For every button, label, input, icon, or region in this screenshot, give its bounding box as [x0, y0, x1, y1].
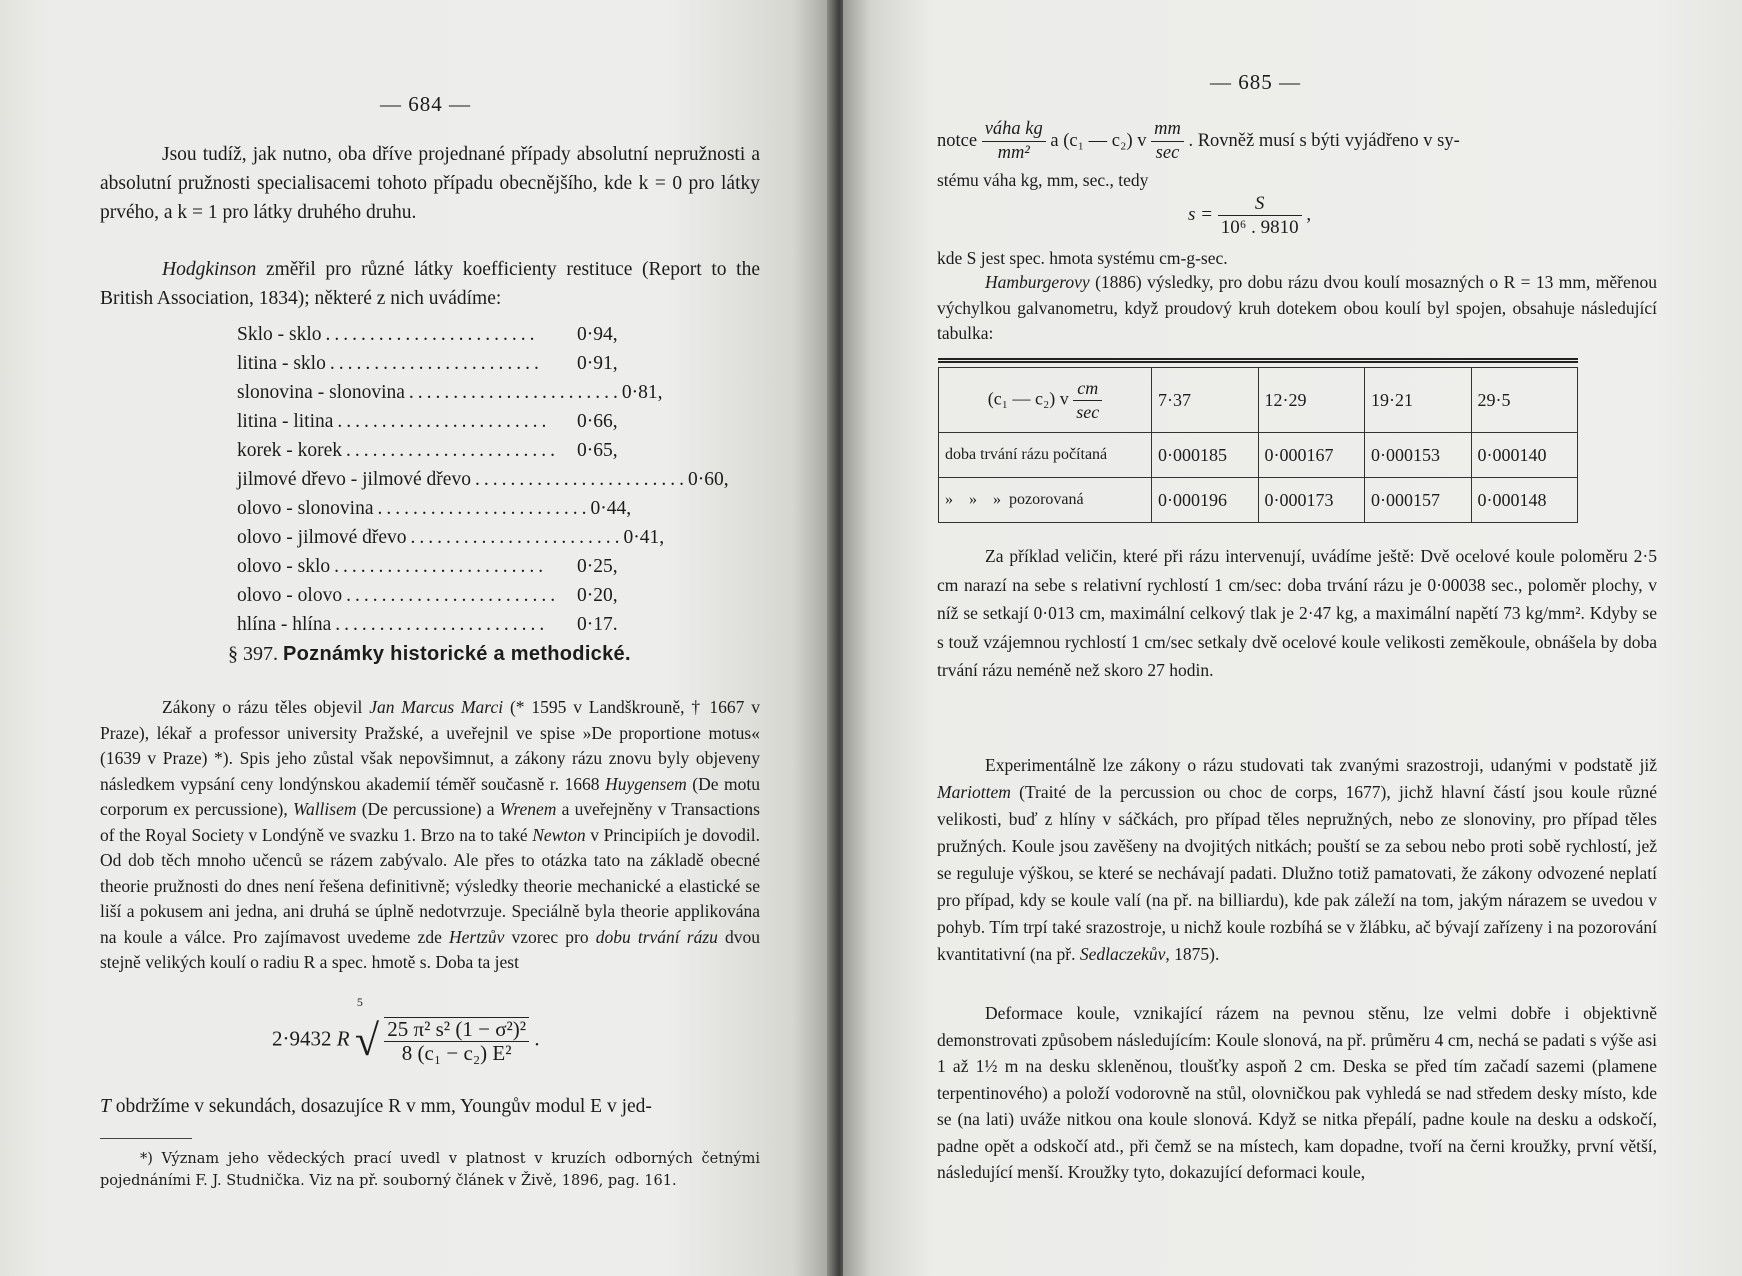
- table-header-cell: [939, 368, 1152, 433]
- material-pair: olovo - slonovina: [237, 498, 374, 519]
- data-table: [938, 367, 1578, 523]
- coefficient-row: [237, 407, 637, 436]
- author-name: Jan Marcus Marci: [369, 697, 504, 717]
- leader-dots: ........................: [329, 353, 543, 374]
- paragraph: [937, 752, 1657, 968]
- coefficient-value: 0·66,: [577, 411, 618, 432]
- text: a uveřejněny v Transactions of the Royal Society v Londýně ve svazku 1. Brzo na to také: [100, 799, 760, 845]
- formula-denominator: 8 (c₁ − c₂) E²: [401, 1040, 512, 1065]
- denominator: 10⁶ . 9810: [1220, 217, 1299, 238]
- table-cell: 0·000167: [1258, 433, 1365, 478]
- symbol: T: [100, 1096, 111, 1117]
- formula-coefficient: 2·9432: [272, 1026, 332, 1051]
- table-cell: 19·21: [1365, 368, 1472, 433]
- leader-dots: ........................: [377, 498, 591, 519]
- coefficient-value: 0·60,: [687, 469, 729, 490]
- fraction: [982, 118, 1046, 165]
- leader-dots: ........................: [337, 411, 551, 432]
- table-row: [939, 433, 1578, 478]
- numerator: S: [1218, 192, 1302, 216]
- impact-duration-table: [938, 358, 1578, 523]
- numerator: cm: [1073, 377, 1102, 401]
- page-number: — 685 —: [1210, 70, 1301, 94]
- text: dvou stejně velikých koulí o radiu R a spec. hmotě s. Doba ta jest: [100, 926, 761, 972]
- paragraph: [100, 255, 760, 313]
- leader-dots: ........................: [474, 469, 688, 490]
- right-page: [843, 0, 1742, 1276]
- mass-equation: [1188, 192, 1311, 239]
- text: v Principiích je dovodil. Od dob těch mnoho učenců se rázem zabývalo. Ale přes to otázka tato na základě obecné theorie pružnosti do dnes není řešena definitivně; výsledky theorie mechanické a elastické se liší a pokusem ani jedna, ani druhá se úplně nedotvrzuje. Speciálně byla theorie applikována na koule a válce. Pro zajímavost uvedeme zde: [100, 824, 760, 947]
- paragraph: [937, 270, 1657, 347]
- material-pair: jilmové dřevo - jilmové dřevo: [237, 469, 471, 490]
- emphasis: dobu trvání rázu: [595, 926, 718, 947]
- coefficient-row: [237, 610, 637, 639]
- leader-dots: ........................: [346, 440, 560, 461]
- paragraph: Za příklad veličin, které při rázu intervenují, uvádíme ještě: Dvě ocelové koule poloměru 2·5 cm narazí na sebe s relativní rychlostí 1 cm/sec: doba trvání rázu je 0·00038 sec., poloměr plochy, v níž se setkají 0·013 cm, maximální celkový tlak je 2·47 kg, a maximální napětí 73 kg/mm². Kdyby se s touž vzájemnou rychlostí 1 cm/sec setkaly dvě ocelové koule velikosti zeměkoule, obnášela by doba trvání rázu neméně než skoro 27 hodin.: [937, 546, 1657, 680]
- text: Experimentálně lze zákony o rázu studovati tak zvanými srazostroji, udanými v podstatě již: [985, 755, 1657, 775]
- paragraph-text: změřil pro různé látky koefficienty restituce (Report to the British Association, 1834); některé z nich uvádíme:: [100, 259, 760, 309]
- material-pair: korek - korek: [237, 440, 343, 461]
- footnote-rule: [100, 1138, 192, 1139]
- coefficient-row: [237, 378, 663, 407]
- text: (1886) výsledky, pro dobu rázu dvou koulí mosazných o R = 13 mm, měřenou výchylkou galvanometru, když proudový kruh dotekem obou koulí byl spojen, obsahuje následující tabulka:: [937, 272, 1658, 343]
- equation-end: ,: [1306, 203, 1312, 225]
- section-title: Poznámky historické a methodické.: [283, 643, 631, 665]
- coefficient-row: [237, 494, 637, 523]
- paragraph: Jsou tudíž, jak nutno, oba dříve projednané případy absolutní nepružnosti a absolutní pružnosti specialisacemi tohoto případu obecnějšího, kde k = 0 pro látky prvého, a k = 1 pro látky druhého druhu.: [100, 144, 760, 223]
- coefficient-value: 0·91,: [577, 353, 618, 374]
- coefficient-row: [237, 436, 637, 465]
- coefficient-row: [237, 581, 637, 610]
- table-cell: 0·000157: [1365, 478, 1472, 523]
- coefficient-value: 0·41,: [623, 527, 665, 548]
- numerator: mm: [1151, 118, 1184, 142]
- material-pair: olovo - jilmové dřevo: [237, 527, 407, 548]
- footnote: *) Význam jeho vědeckých prací uvedl v platnost v kruzích odborných četnými pojednáními F. J. Studnička. Viz na př. souborný článek v Živě, 1896, pag. 161.: [100, 1151, 760, 1189]
- material-pair: Sklo - sklo: [237, 324, 322, 345]
- numerator: váha kg: [982, 118, 1046, 142]
- paragraph: [100, 695, 760, 976]
- table-cell: 0·000148: [1471, 478, 1578, 523]
- table-row-label: doba trvání rázu počítaná: [939, 433, 1152, 478]
- material-pair: slonovina - slonovina: [237, 382, 405, 403]
- text: Zákony o rázu těles objevil: [162, 697, 363, 717]
- table-cell: 29·5: [1471, 368, 1578, 433]
- coefficient-value: 0·25,: [577, 556, 618, 577]
- table-cell: 7·37: [1152, 368, 1259, 433]
- coefficient-value: 0·65,: [577, 440, 618, 461]
- formula-end: .: [534, 1026, 540, 1051]
- section-heading: [228, 643, 631, 666]
- fraction: [1073, 377, 1102, 424]
- radical-sign: √: [354, 1016, 379, 1065]
- fraction: [1218, 192, 1302, 239]
- left-page: [0, 0, 835, 1276]
- leader-dots: ........................: [410, 527, 624, 548]
- author-name: Hertzův: [448, 926, 505, 947]
- coefficient-value: 0·94,: [577, 324, 618, 345]
- table-row: [939, 478, 1578, 523]
- radicand: [384, 1017, 529, 1065]
- coefficient-value: 0·81,: [621, 382, 663, 403]
- text: notce: [937, 130, 978, 151]
- fraction: [1151, 118, 1184, 165]
- author-name: Wrenem: [499, 799, 557, 819]
- coefficient-value: 0·44,: [590, 498, 632, 519]
- author-name: Huygensem: [605, 773, 687, 794]
- leader-dots: ........................: [346, 585, 560, 606]
- material-pair: litina - sklo: [237, 353, 326, 374]
- paragraph: stému váha kg, mm, sec., tedy: [937, 170, 1149, 190]
- text: , 1875).: [1165, 944, 1220, 964]
- coefficient-row: [237, 465, 729, 494]
- material-pair: litina - litina: [237, 411, 334, 432]
- coefficient-value: 0·20,: [577, 585, 618, 606]
- text: vzorec pro: [511, 926, 589, 947]
- denominator: sec: [1076, 401, 1100, 422]
- table-cell: 12·29: [1258, 368, 1365, 433]
- denominator: mm²: [997, 143, 1030, 163]
- root-index: 5: [356, 995, 363, 1009]
- page-number: — 684 —: [380, 92, 471, 116]
- fifth-root: [354, 995, 529, 1066]
- unit-line: [937, 118, 1657, 165]
- author-name: Sedlaczekův: [1079, 944, 1166, 964]
- table-cell: 0·000196: [1152, 478, 1259, 523]
- section-number: § 397.: [228, 643, 278, 665]
- table-cell: 0·000185: [1152, 433, 1259, 478]
- leader-dots: ........................: [325, 324, 539, 345]
- denominator: sec: [1155, 143, 1180, 163]
- author-name: Hamburgerovy: [985, 272, 1090, 292]
- leader-dots: ........................: [408, 382, 622, 403]
- material-pair: hlína - hlína: [237, 614, 332, 635]
- text: (Traité de la percussion ou choc de corps, 1677), jichž hlavní částí jsou koule různé velikosti, buď z hlíny v sáčkách, pro případ těles nepružných, nebo ze slonoviny, pro případ těles pružných. Koule jsou zavěšeny na dvojitých nitkách; pouští se za sebou nebo proti sobě rychlostí, jež se reguluje výškou, se které se nechávají padati. Dlužno totiž pamatovati, že zákony odvozené neplatí pro případ, kdy se koule valí (na př. na billiardu), kde pak záleží na tom, jakým nárazem se uvedou v pohyb. Tím trpí také srazostroje, u nichž koule rozbíhá se v žlábku, ač bývají zařízeny i na pozorování kvantitativní (na př.: [937, 782, 1658, 964]
- hertz-formula: [272, 995, 540, 1066]
- author-name: Newton: [532, 824, 586, 845]
- paragraph: kde S jest spec. hmota systému cm-g-sec.: [937, 248, 1228, 268]
- author-name: Mariottem: [937, 782, 1011, 802]
- author-name: Hodgkinson: [162, 259, 257, 280]
- table-cell: 0·000173: [1258, 478, 1365, 523]
- text: a (c₁ — c₂) v: [1050, 130, 1147, 151]
- formula-numerator: 25 π² s² (1 − σ²)²: [384, 1018, 529, 1042]
- coefficient-row: [237, 523, 665, 552]
- coefficient-row: [237, 320, 637, 349]
- leader-dots: ........................: [334, 556, 548, 577]
- paragraph: [100, 1092, 760, 1121]
- leader-dots: ........................: [335, 614, 549, 635]
- equation-lhs: s =: [1188, 203, 1213, 225]
- material-pair: olovo - olovo: [237, 585, 343, 606]
- table-cell: 0·000140: [1471, 433, 1578, 478]
- text: (De motu corporum ex percussione),: [100, 773, 760, 819]
- header-label: (c₁ — c₂) v: [987, 388, 1069, 409]
- paragraph: Deformace koule, vznikající rázem na pevnou stěnu, lze velmi dobře i objektivně demonstrovati způsobem následujícím: Koule slonová, na př. průměru 4 cm, nechá se padati s výše asi 1 až 1½ m na desku skleněnou, tloušťky aspoň 2 cm. Deska se před tím začadí sazemi (plamene terpentinového) a položí vodorovně na stůl, olovničkou pak vyhledá se nad středem desky místo, kde se (na lati) uváže nitkou ona koule slonová. Když se nitka přepálí, padne koule na desku a odskočí, padne opět a odskočí atd., při čemž se na místech, kam dopadne, tvoří na černi kroužky, první větší, následující menší. Kroužky tyto, dokazující deformaci koule,: [937, 1003, 1657, 1182]
- table-row-label: » » » pozorovaná: [939, 478, 1152, 523]
- table-header-row: [939, 368, 1578, 433]
- text: obdržíme v sekundách, dosazujíce R v mm, Youngův modul E v jed-: [115, 1096, 652, 1117]
- coefficient-value: 0·17.: [577, 614, 618, 635]
- table-cell: 0·000153: [1365, 433, 1472, 478]
- material-pair: olovo - sklo: [237, 556, 331, 577]
- formula-radius: R: [336, 1026, 350, 1051]
- coefficient-row: [237, 349, 637, 378]
- text: . Rovněž musí s býti vyjádřeno v sy-: [1188, 130, 1460, 151]
- restitution-coefficient-list: [237, 320, 729, 639]
- text: (De percussione) a: [361, 799, 495, 819]
- author-name: Wallisem: [292, 799, 357, 819]
- text: (* 1595 v Landškrouně, † 1667 v Praze), lékař a professor university Pražské, a uveřejnil ve spise »De proportione motus« (1639 v Praze) *). Spis jeho zůstal však nepovšimnut, a zákony rázu znovu byly objeveny následkem vypsání ceny londýnskou akademií téměř současně r. 1668: [100, 697, 761, 794]
- coefficient-row: [237, 552, 637, 581]
